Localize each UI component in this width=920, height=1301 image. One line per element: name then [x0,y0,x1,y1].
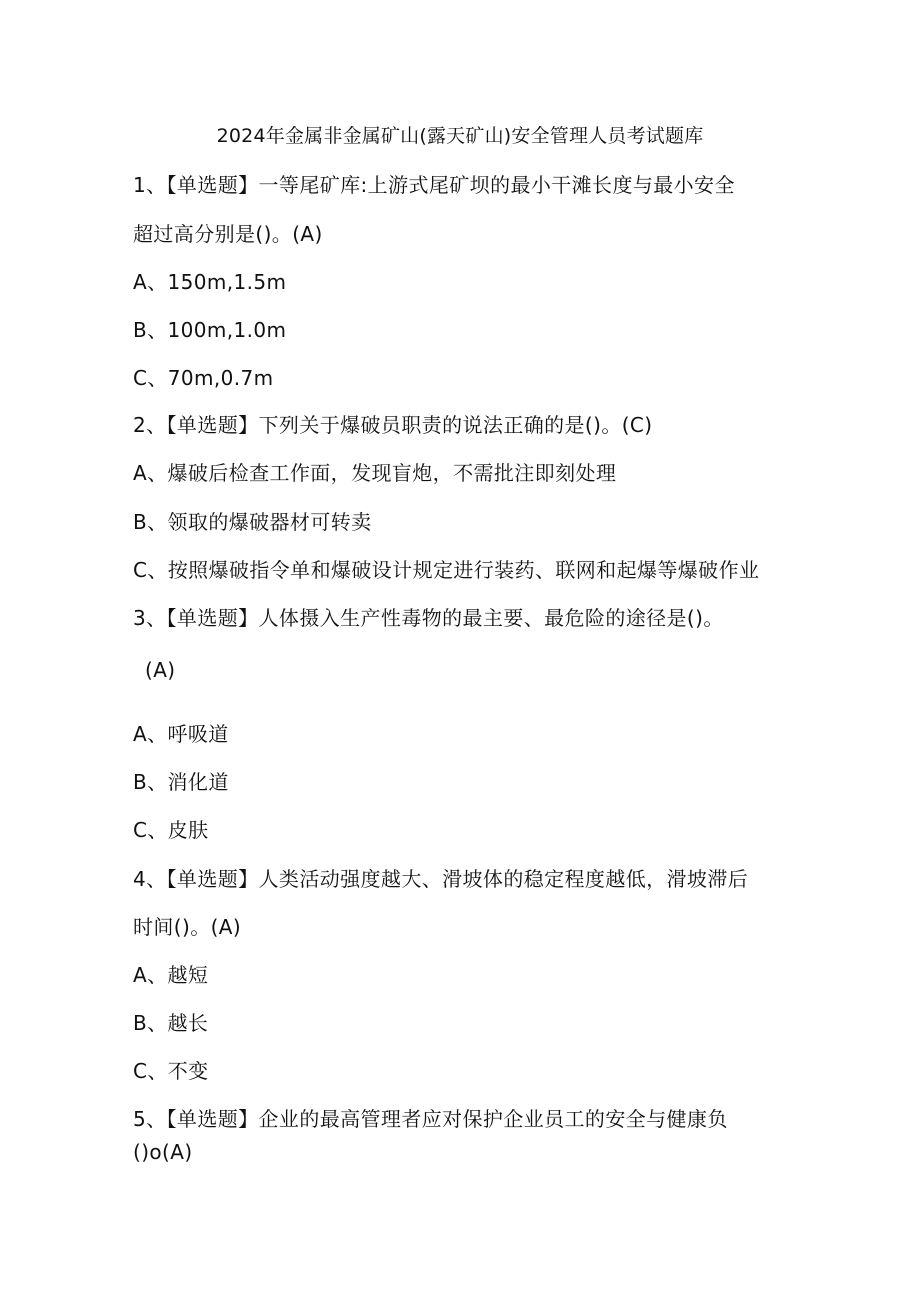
question-stem-continued: (A) [145,658,176,682]
option-b: B、越长 [133,1011,209,1035]
option-c: C、皮肤 [133,818,209,842]
option-c: C、70m,0.7m [133,366,274,390]
option-a: A、150m,1.5m [133,270,287,294]
question-stem: 1、【单选题】一等尾矿库:上游式尾矿坝的最小干滩长度与最小安全 [133,173,735,197]
option-a: A、爆破后检查工作面，发现盲炮，不需批注即刻处理 [133,461,617,485]
option-b: B、领取的爆破器材可转卖 [133,510,372,534]
page-title: 2024年金属非金属矿山(露天矿山)安全管理人员考试题库 [216,125,704,147]
option-a: A、越短 [133,963,209,987]
question-stem-continued: 时间()。(A) [133,915,242,939]
question-stem-continued: 超过高分别是()。(A) [133,222,323,246]
option-c: C、不变 [133,1059,209,1083]
question-stem-continued: ()o(A) [133,1140,193,1164]
question-stem: 2、【单选题】下列关于爆破员职责的说法正确的是()。(C) [133,413,653,437]
question-stem: 5、【单选题】企业的最高管理者应对保护企业员工的安全与健康负 [133,1107,728,1131]
option-b: B、100m,1.0m [133,318,287,342]
question-stem: 3、【单选题】人体摄入生产性毒物的最主要、最危险的途径是()。 [133,606,724,630]
option-a: A、呼吸道 [133,722,229,746]
option-b: B、消化道 [133,770,229,794]
question-stem: 4、【单选题】人类活动强度越大、滑坡体的稳定程度越低，滑坡滞后 [133,867,749,891]
option-c: C、按照爆破指令单和爆破设计规定进行装药、联网和起爆等爆破作业 [133,558,760,582]
